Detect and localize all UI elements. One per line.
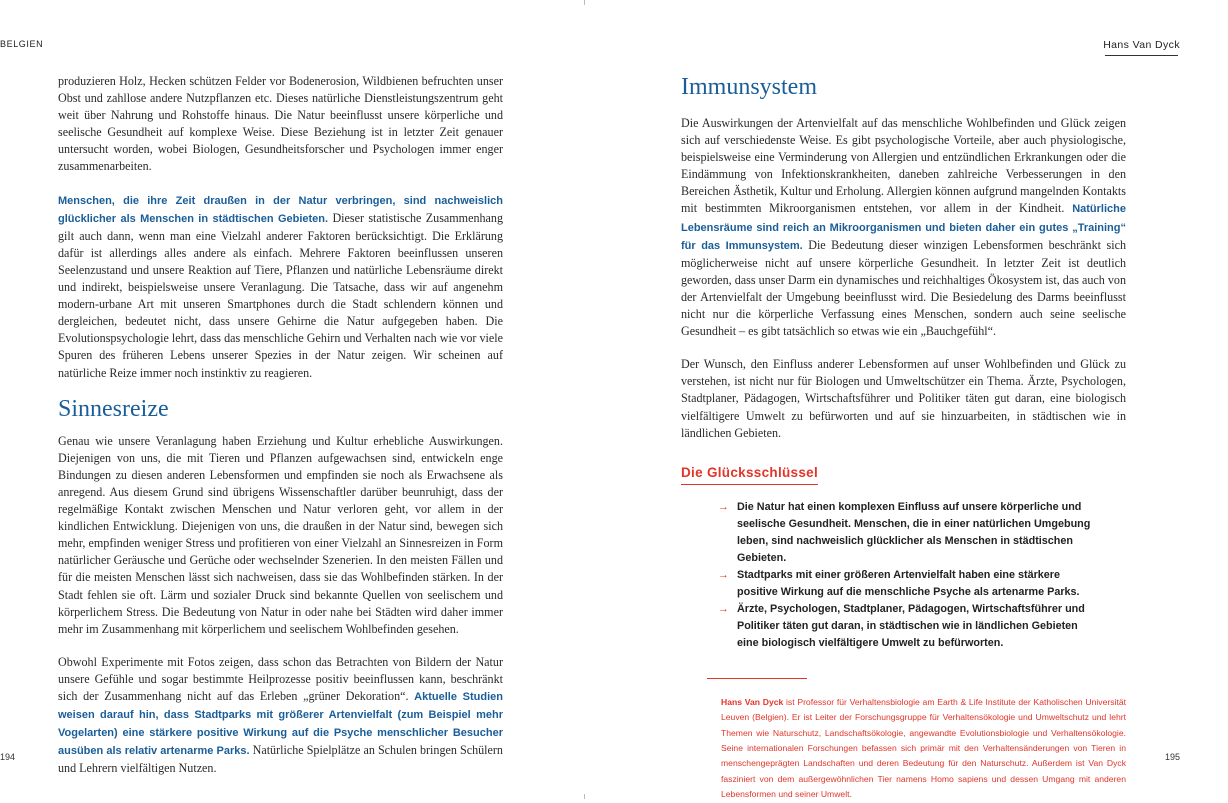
- body-text: Dieser statistische Zusammenhang gilt auch dann, wenn man eine Vielzahl anderer Faktoren berücksichtigt. Die Erklärung dafür ist allerdings alles andere als einfach. Mehrere Faktoren beeinflussen unseren Seelenzustand und unsere Reaktion auf Tiere, Pflanzen und natürliche Lebensräume direkt und indirekt, beispielsweise unsere Veranlagung. Die Tatsache, dass wir auf angenehm modern-urbane Art mit unseren Smartphones durch die Stadt schlendern können und dergleichen, bedeutet nicht, dass unsere Gehirne die Natur aufgegeben haben. Die Evolutionspsychologie lehrt, dass das menschliche Gehirn und Verhalten nach wie vor viele Spuren des früheren Lebens unserer Spezies in der Natur zeigen. Wir scheinen auf natürliche Reize immer noch instinktiv zu reagieren.: [58, 210, 504, 380]
- key-point: [718, 567, 1091, 601]
- bio-text: ist Professor für Verhaltensbiologie am Earth & Life Institute der Katholischen Universität Leuven (Belgien). Er ist Leiter der Forschungsgruppe für Verhaltensökologie und Umweltschutz und lehrt Themen wie Naturschutz, Landschaftsökologie, angewandte Evolutionsbiologie und Verhaltensökologie. Seine internationalen Forschungen befassen sich primär mit den Verhaltensänderungen von Tieren in menschengeprägten Landschaften und deren Bedeutung für den Naturschutz. Außerdem ist Van Dyck fasziniert von dem außergewöhnlichen Tier namens Homo sapiens und dessen Umgang mit anderen Lebensformen und seiner Umwelt.: [721, 696, 1126, 800]
- page-number-right: 195: [1164, 752, 1180, 762]
- paragraph: Der Wunsch, den Einfluss anderer Lebensformen auf unser Wohlbefinden und Glück zu verstehen, ist nicht nur für Biologen und Umweltschützer ein Thema. Ärzte, Psychologen, Stadtplaner, Pädagogen, Wirtschaftsführer und Politiker täten gut daran, eine biologisch vielfältigere Umwelt zu befürworten und auf sie hinzuarbeiten, in städtischen wie in ländlichen Gebieten.: [681, 357, 1126, 440]
- highlight-text: Menschen, die ihre Zeit draußen in der Natur verbringen, sind nachweislich glücklicher als Menschen in städtischen Gebieten.: [58, 194, 503, 225]
- paragraph: [58, 654, 503, 778]
- paragraph: Genau wie unsere Veranlagung haben Erziehung und Kultur erhebliche Auswirkungen. Diejenigen von uns, die mit Tieren und Pflanzen aufgewachsen sind, entwickeln enge Bindungen zu diesen anderen Lebensformen und empfinden sie noch als Erwachsene als anregend. Aus diesem Grund sind übrigens Wissenschaftler darüber beunruhigt, dass der regelmäßige Kontakt zwischen Menschen und Natur verloren geht, vor allem in der kindlichen Entwicklung. Diejenigen von uns, die draußen in der Natur sind, bewegen sich mehr, empfinden weniger Stress und profitieren von einer Vielzahl an Sinnesreizen in Form natürlicher Geräusche und Gerüche oder wechselnder Szenerien. In den meisten Fällen und für die meisten Menschen lässt sich nachweisen, dass sie das Wohlbefinden stärken. In der Stadt fehlen sie oft. Lärm und sozialer Druck sind bekannte Quellen von seelischem und körperlichem Stress. Die Bedeutung von Natur in oder nahe bei Städten wird daher immer mehr im Zusammenhang mit körperlichem und seelischem Wohlbefinden gesehen.: [58, 433, 503, 636]
- key-point-text: Ärzte, Psychologen, Stadtplaner, Pädagogen, Wirtschaftsführer und Politiker täten gut daran, in städtischen wie in ländlichen Gebieten eine biologisch vielfältigere Umwelt zu befürworten.: [737, 602, 1085, 649]
- body-text: Obwohl Experimente mit Fotos zeigen, dass schon das Betrachten von Bildern der Natur unsere Gefühle und sogar bestimmte Heilprozesse positiv beeinflussen kann, beschränkt sich der Zusammenhang nicht auf das Erleben „grüner Dekoration“.: [58, 654, 503, 703]
- arrow-right-icon: →: [718, 568, 729, 581]
- arrow-right-icon: →: [718, 602, 729, 615]
- author-bio: [721, 695, 1126, 803]
- key-points-title: Die Glücksschlüssel: [681, 464, 818, 485]
- body-text: Die Auswirkungen der Artenvielfalt auf das menschliche Wohlbefinden und Glück zeigen sich auf verschiedenste Weise. Es gibt psychologische Vorteile, aber auch physiologische, beispielsweise eine Verminderung von Allergien und entzündlichen Erkrankungen oder die Eindämmung von Infektionskrankheiten, daneben zahlreiche Verbesserungen in den Bereichen Ästhetik, Kultur und Erholung. Allergien können aufgrund mangelnden Kontakts mit bestimmten Mikroorganismen entstehen, vor allem in der Kindheit.: [681, 116, 1126, 216]
- highlight-text: Aktuelle Studien weisen darauf hin, dass Stadtparks mit größerer Artenvielfalt (zum Beispiel mehr Vogelarten) eine stärkere positive Wirkung auf die Psyche menschlicher Besucher ausüben als relativ artenarme Parks.: [58, 691, 503, 758]
- header-rule: [1105, 55, 1178, 56]
- author-name: Hans Van Dyck: [721, 696, 784, 707]
- body-text: Natürliche Spielplätze an Schulen bringen Schülern und Lehrern vielfältigen Nutzen.: [58, 743, 503, 776]
- highlight-text: Natürliche Lebensräume sind reich an Mikroorganismen und bieten daher ein gutes „Training“ für das Immunsystem.: [681, 203, 1126, 252]
- section-heading-immunsystem: Immunsystem: [681, 74, 817, 100]
- key-point: [718, 499, 1091, 567]
- key-points-list: [718, 499, 1091, 652]
- paragraph: [681, 115, 1126, 340]
- page-number-left: 194: [0, 752, 16, 762]
- arrow-right-icon: →: [718, 500, 729, 513]
- key-point: [718, 601, 1091, 652]
- key-point-text: Stadtparks mit einer größeren Artenvielfalt haben eine stärkere positive Wirkung auf die menschliche Psyche als artenarme Parks.: [737, 568, 1080, 598]
- right-column: [681, 73, 1126, 803]
- body-text: Die Bedeutung dieser winzigen Lebensformen beschränkt sich möglicherweise nicht auf unsere körperliche Gesundheit. In letzter Zeit ist deutlich geworden, dass unser Darm ein dynamisches und reichhaltiges Ökosystem ist, das auch von der Artenvielfalt der Umgebung beeinflusst wird. Die Besiedelung des Darms beeinflusst nicht nur die körperliche Verfassung eines Menschen, sondern auch seine seelische Gesundheit – es gibt tatsächlich so etwas wie ein „Bauchgefühl“.: [681, 237, 1126, 339]
- section-heading-sinnesreize: Sinnesreize: [58, 395, 169, 422]
- crop-mark-bottom: [584, 794, 585, 799]
- crop-mark-top: [584, 0, 585, 5]
- running-header-left: BELGIEN: [0, 39, 44, 49]
- left-column: [58, 73, 503, 777]
- bio-divider: [707, 678, 807, 679]
- paragraph: [58, 192, 503, 382]
- running-header-right: Hans Van Dyck: [1103, 39, 1180, 51]
- paragraph: produzieren Holz, Hecken schützen Felder vor Bodenerosion, Wildbienen befruchten unser Obst und zahllose andere Nutzpflanzen etc. Dieses natürliche Dienstleistungszentrum geht weit über Nahrung und Rohstoffe hinaus. Die Natur beeinflusst unsere körperliche und seelische Gesundheit auf komplexe Weise. Diese Beziehung ist in letzter Zeit genauer untersucht worden, wobei Biologen, Gesundheitsforscher und Psychologen immer enger zusammenarbeiten.: [58, 74, 503, 174]
- key-point-text: Die Natur hat einen komplexen Einfluss auf unsere körperliche und seelische Gesundheit. Menschen, die in einer natürlichen Umgebung leben, sind nachweislich glücklicher als Menschen in städtischen Gebieten.: [737, 500, 1091, 564]
